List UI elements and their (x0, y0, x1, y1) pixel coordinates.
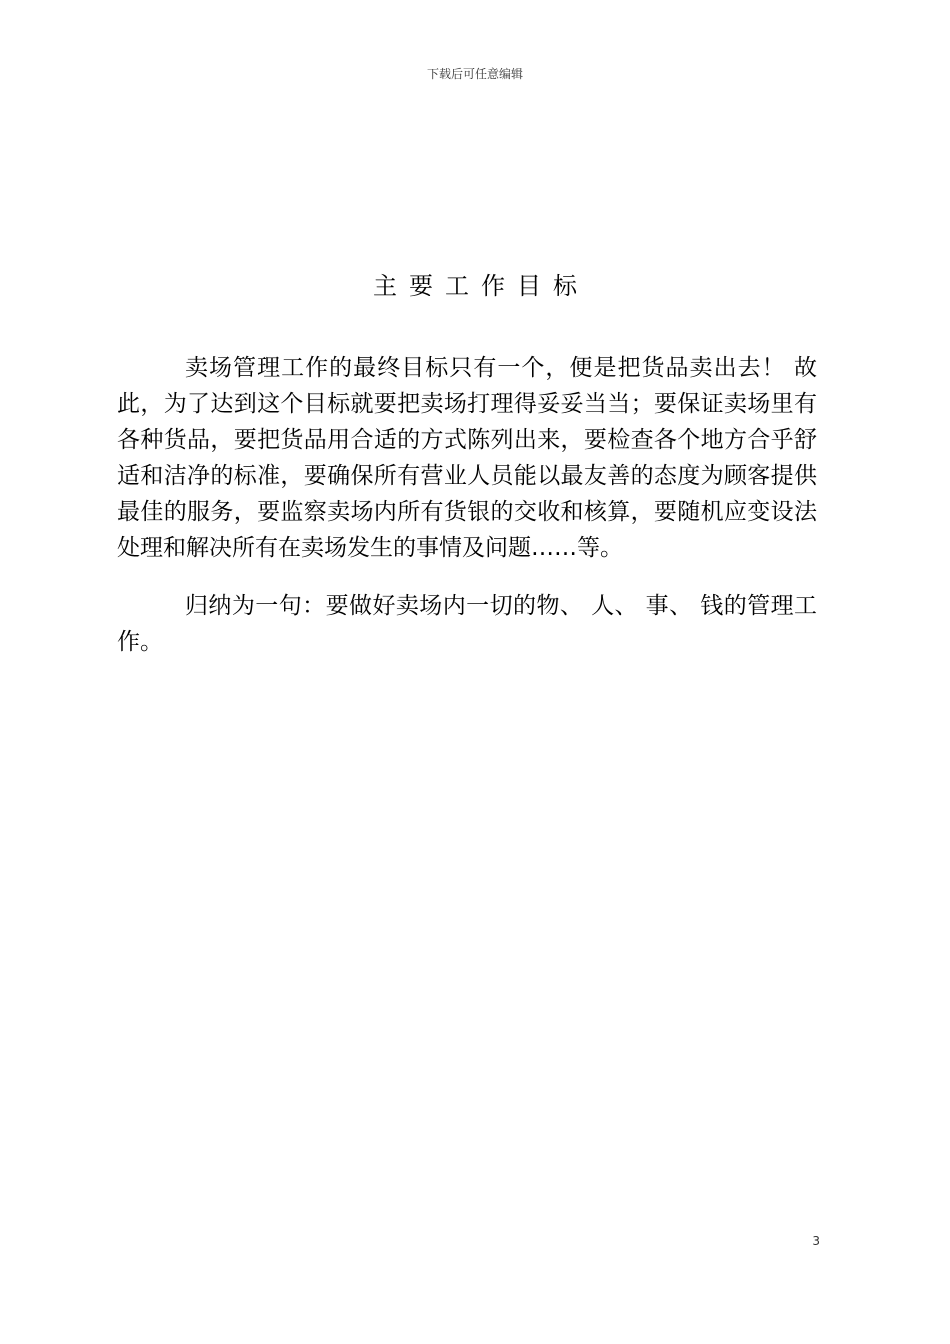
body-paragraph-2: 归纳为一句：要做好卖场内一切的物、 人、 事、 钱的管理工作。 (117, 593, 817, 655)
document-title: 主要工作目标 (373, 272, 589, 300)
body-paragraph-1: 卖场管理工作的最终目标只有一个，便是把货品卖出去！ 故此，为了达到这个目标就要把卖场打理得妥妥当当；要保证卖场里有各种货品，要把货品用合适的方式陈列出来，要检查各个地方合乎舒适和洁净的标准，要确保所有营业人员能以最友善的态度为顾客提供最佳的服务，要监察卖场内所有货银的交收和核算，要随机应变设法处理和解决所有在卖场发生的事情及问题……等。 (117, 355, 817, 561)
document-body (117, 350, 817, 660)
page-header: 下载后可任意编辑 (426, 67, 523, 81)
page-number: 3 (812, 1234, 820, 1248)
